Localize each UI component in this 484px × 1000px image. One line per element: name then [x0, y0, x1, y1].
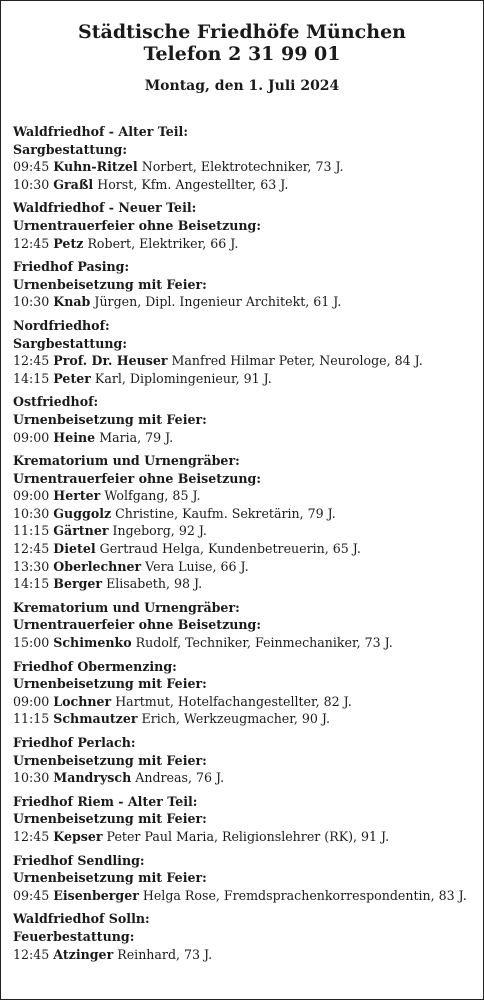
entry-time: 09:00: [13, 693, 50, 709]
cemetery-name: Friedhof Sendling:: [13, 852, 145, 868]
funeral-schedule: [1, 95, 483, 963]
funeral-entry: [13, 558, 471, 576]
notice-header: [1, 1, 483, 95]
ceremony-type: Urnenbeisetzung mit Feier:: [13, 811, 207, 827]
entry-surname: Schmautzer: [53, 711, 138, 727]
funeral-entry: [13, 828, 471, 846]
funeral-entry: [13, 293, 471, 311]
ceremony-type: Urnentrauerfeier ohne Beisetzung:: [13, 470, 261, 486]
entry-time: 09:45: [13, 159, 50, 175]
entry-details: Peter Paul Maria, Religionslehrer (RK), 91 J.: [106, 828, 390, 844]
entry-surname: Guggolz: [53, 505, 112, 521]
ceremony-type: Urnentrauerfeier ohne Beisetzung:: [13, 217, 261, 233]
entry-details: Elisabeth, 98 J.: [106, 576, 203, 592]
funeral-entry: [13, 540, 471, 558]
cemetery-section: [13, 599, 471, 652]
entry-surname: Kuhn-Ritzel: [53, 159, 138, 175]
funeral-entry: [13, 634, 471, 652]
cemetery-section: [13, 658, 471, 728]
notice-phone: Telefon 2 31 99 01: [143, 43, 341, 65]
entry-time: 13:30: [13, 558, 50, 574]
funeral-entry: [13, 352, 471, 370]
ceremony-type: Feuerbestattung:: [13, 928, 135, 944]
entry-details: Karl, Diplomingenieur, 91 J.: [94, 370, 272, 386]
entry-details: Gertraud Helga, Kundenbetreuerin, 65 J.: [99, 541, 361, 557]
ceremony-type: Sargbestattung:: [13, 141, 127, 157]
cemetery-name: Friedhof Obermenzing:: [13, 658, 177, 674]
entry-time: 10:30: [13, 176, 50, 192]
entry-details: Helga Rose, Fremdsprachenkorrespondentin, 83 J.: [142, 887, 467, 903]
entry-surname: Mandrysch: [53, 770, 132, 786]
funeral-entry: [13, 505, 471, 523]
entry-time: 10:30: [13, 505, 50, 521]
entry-details: Ingeborg, 92 J.: [112, 523, 207, 539]
entry-surname: Kepser: [53, 828, 103, 844]
cemetery-name: Krematorium und Urnengräber:: [13, 599, 240, 615]
cemetery-section: [13, 910, 471, 963]
entry-time: 10:30: [13, 770, 50, 786]
funeral-entry: [13, 370, 471, 388]
entry-time: 14:15: [13, 370, 50, 386]
entry-surname: Lochner: [53, 693, 112, 709]
cemetery-name: Krematorium und Urnengräber:: [13, 453, 240, 469]
cemetery-section: [13, 199, 471, 252]
entry-surname: Oberlechner: [53, 558, 142, 574]
entry-time: 10:30: [13, 294, 50, 310]
ceremony-type: Urnenbeisetzung mit Feier:: [13, 752, 207, 768]
funeral-entry: [13, 710, 471, 728]
cemetery-name: Friedhof Riem - Alter Teil:: [13, 793, 198, 809]
cemetery-name: Waldfriedhof - Alter Teil:: [13, 124, 188, 139]
entry-time: 09:45: [13, 887, 50, 903]
funeral-entry: [13, 235, 471, 253]
funeral-entry: [13, 158, 471, 176]
entry-details: Andreas, 76 J.: [135, 770, 225, 786]
entry-time: 12:45: [13, 235, 50, 251]
ceremony-type: Urnenbeisetzung mit Feier:: [13, 276, 207, 292]
funeral-entry: [13, 946, 471, 964]
entry-details: Horst, Kfm. Angestellter, 63 J.: [97, 176, 289, 192]
entry-surname: Berger: [53, 576, 103, 592]
entry-details: Hartmut, Hotelfachangestellter, 82 J.: [115, 693, 352, 709]
ceremony-type: Sargbestattung:: [13, 335, 127, 351]
ceremony-type: Urnentrauerfeier ohne Beisetzung:: [13, 617, 261, 633]
entry-time: 12:45: [13, 353, 50, 369]
cemetery-section: [13, 852, 471, 905]
entry-surname: Atzinger: [53, 946, 114, 962]
entry-surname: Gärtner: [53, 523, 109, 539]
entry-time: 11:15: [13, 711, 50, 727]
entry-details: Wolfgang, 85 J.: [104, 488, 201, 504]
entry-surname: Knab: [53, 294, 91, 310]
cemetery-name: Friedhof Pasing:: [13, 259, 130, 275]
notice-date: Montag, den 1. Juli 2024: [144, 78, 340, 94]
entry-time: 14:15: [13, 576, 50, 592]
entry-time: 15:00: [13, 635, 50, 651]
cemetery-name: Ostfriedhof:: [13, 394, 99, 410]
entry-time: 12:45: [13, 828, 50, 844]
cemetery-section: [13, 393, 471, 446]
funeral-entry: [13, 429, 471, 447]
cemetery-section: [13, 258, 471, 311]
entry-details: Erich, Werkzeugmacher, 90 J.: [141, 711, 331, 727]
entry-time: 11:15: [13, 523, 50, 539]
entry-details: Robert, Elektriker, 66 J.: [87, 235, 239, 251]
ceremony-type: Urnenbeisetzung mit Feier:: [13, 676, 207, 692]
entry-details: Manfred Hilmar Peter, Neurologe, 84 J.: [171, 353, 423, 369]
entry-surname: Dietel: [53, 541, 96, 557]
entry-time: 12:45: [13, 946, 50, 962]
cemetery-name: Friedhof Perlach:: [13, 735, 136, 750]
cemetery-section: [13, 793, 471, 846]
funeral-entry: [13, 769, 471, 787]
funeral-entry: [13, 522, 471, 540]
notice-title: Städtische Friedhöfe München: [78, 21, 406, 43]
entry-surname: Schimenko: [53, 635, 132, 651]
entry-surname: Peter: [53, 370, 91, 386]
funeral-entry: [13, 887, 471, 905]
cemetery-name: Waldfriedhof - Neuer Teil:: [13, 200, 197, 216]
entry-time: 12:45: [13, 541, 50, 557]
funeral-entry: [13, 176, 471, 194]
funeral-entry: [13, 693, 471, 711]
entry-surname: Graßl: [53, 176, 94, 192]
entry-surname: Prof. Dr. Heuser: [53, 353, 168, 369]
entry-details: Maria, 79 J.: [99, 429, 174, 445]
cemetery-name: Nordfriedhof:: [13, 317, 110, 333]
entry-details: Rudolf, Techniker, Feinmechaniker, 73 J.: [135, 635, 393, 651]
cemetery-section: [13, 123, 471, 193]
entry-surname: Petz: [53, 235, 84, 251]
entry-surname: Heine: [53, 429, 96, 445]
cemetery-name: Waldfriedhof Solln:: [13, 911, 150, 927]
cemetery-section: [13, 734, 471, 787]
entry-surname: Eisenberger: [53, 887, 139, 903]
entry-details: Reinhard, 73 J.: [117, 946, 213, 962]
entry-time: 09:00: [13, 429, 50, 445]
cemetery-section: [13, 317, 471, 387]
entry-details: Jürgen, Dipl. Ingenieur Architekt, 61 J.: [94, 294, 342, 310]
funeral-entry: [13, 575, 471, 593]
entry-time: 09:00: [13, 488, 50, 504]
ceremony-type: Urnenbeisetzung mit Feier:: [13, 870, 207, 886]
cemetery-section: [13, 452, 471, 593]
entry-surname: Herter: [53, 488, 101, 504]
entry-details: Vera Luise, 66 J.: [145, 558, 249, 574]
entry-details: Christine, Kaufm. Sekretärin, 79 J.: [115, 505, 336, 521]
ceremony-type: Urnenbeisetzung mit Feier:: [13, 411, 207, 427]
entry-details: Norbert, Elektrotechniker, 73 J.: [141, 159, 344, 175]
funeral-entry: [13, 487, 471, 505]
